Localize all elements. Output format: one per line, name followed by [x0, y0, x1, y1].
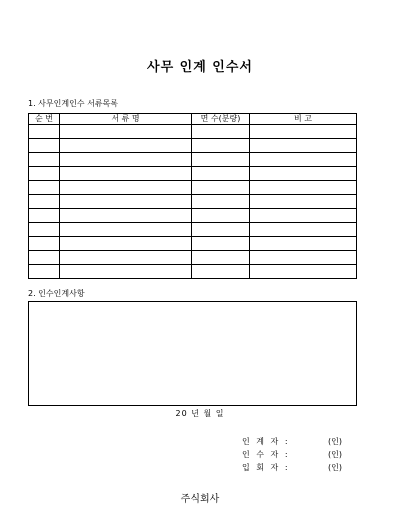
table-row [29, 181, 357, 195]
table-row [29, 153, 357, 167]
number-cell[interactable] [29, 223, 60, 237]
remarks-cell[interactable] [250, 167, 357, 181]
document-name-cell[interactable] [60, 139, 192, 153]
column-header-remarks: 비 고 [250, 114, 357, 125]
number-cell[interactable] [29, 265, 60, 279]
remarks-cell[interactable] [250, 153, 357, 167]
signature-label: 입 회 자 : [242, 463, 290, 472]
table-row [29, 195, 357, 209]
signature-label: 인 수 자 : [242, 450, 290, 459]
page-count-cell[interactable] [192, 153, 250, 167]
page-count-cell[interactable] [192, 265, 250, 279]
table-header-row [29, 114, 357, 125]
seal-mark: (인) [328, 463, 342, 472]
remarks-cell[interactable] [250, 139, 357, 153]
table-body [29, 125, 357, 279]
seal-mark: (인) [328, 450, 342, 459]
column-header-page-count: 면 수(분량) [192, 114, 250, 125]
table-row [29, 125, 357, 139]
page-count-cell[interactable] [192, 223, 250, 237]
date-line: 20 년 월 일 [175, 409, 225, 418]
document-name-cell[interactable] [60, 167, 192, 181]
page-count-cell[interactable] [192, 125, 250, 139]
remarks-cell[interactable] [250, 237, 357, 251]
remarks-cell[interactable] [250, 265, 357, 279]
number-cell[interactable] [29, 139, 60, 153]
handover-notes-box[interactable] [28, 301, 357, 406]
document-list-table [28, 113, 357, 279]
table-row [29, 237, 357, 251]
number-cell[interactable] [29, 251, 60, 265]
number-cell[interactable] [29, 125, 60, 139]
document-name-cell[interactable] [60, 125, 192, 139]
page-count-cell[interactable] [192, 195, 250, 209]
document-name-cell[interactable] [60, 209, 192, 223]
column-header-document-name: 서 류 명 [60, 114, 192, 125]
document-name-cell[interactable] [60, 153, 192, 167]
section-heading-document-list: 1. 사무인계인수 서류목록 [28, 99, 118, 108]
seal-mark: (인) [328, 437, 342, 446]
document-name-cell[interactable] [60, 181, 192, 195]
signature-label: 인 계 자 : [242, 437, 290, 446]
document-name-cell[interactable] [60, 195, 192, 209]
table-row [29, 265, 357, 279]
page-count-cell[interactable] [192, 167, 250, 181]
remarks-cell[interactable] [250, 181, 357, 195]
remarks-cell[interactable] [250, 223, 357, 237]
number-cell[interactable] [29, 237, 60, 251]
number-cell[interactable] [29, 181, 60, 195]
table-row [29, 209, 357, 223]
page-count-cell[interactable] [192, 139, 250, 153]
table-row [29, 167, 357, 181]
company-name: 주식회사 [180, 494, 220, 505]
remarks-cell[interactable] [250, 251, 357, 265]
number-cell[interactable] [29, 153, 60, 167]
page-count-cell[interactable] [192, 181, 250, 195]
table-row [29, 139, 357, 153]
remarks-cell[interactable] [250, 209, 357, 223]
number-cell[interactable] [29, 167, 60, 181]
remarks-cell[interactable] [250, 195, 357, 209]
page-count-cell[interactable] [192, 251, 250, 265]
number-cell[interactable] [29, 195, 60, 209]
document-title: 사무 인계 인수서 [147, 60, 253, 75]
section-heading-handover-notes: 2. 인수인계사항 [28, 289, 85, 298]
document-name-cell[interactable] [60, 251, 192, 265]
table-row [29, 251, 357, 265]
document-name-cell[interactable] [60, 237, 192, 251]
number-cell[interactable] [29, 209, 60, 223]
remarks-cell[interactable] [250, 125, 357, 139]
table-row [29, 223, 357, 237]
page-count-cell[interactable] [192, 237, 250, 251]
document-name-cell[interactable] [60, 223, 192, 237]
page-count-cell[interactable] [192, 209, 250, 223]
document-name-cell[interactable] [60, 265, 192, 279]
column-header-number: 순 번 [29, 114, 60, 125]
